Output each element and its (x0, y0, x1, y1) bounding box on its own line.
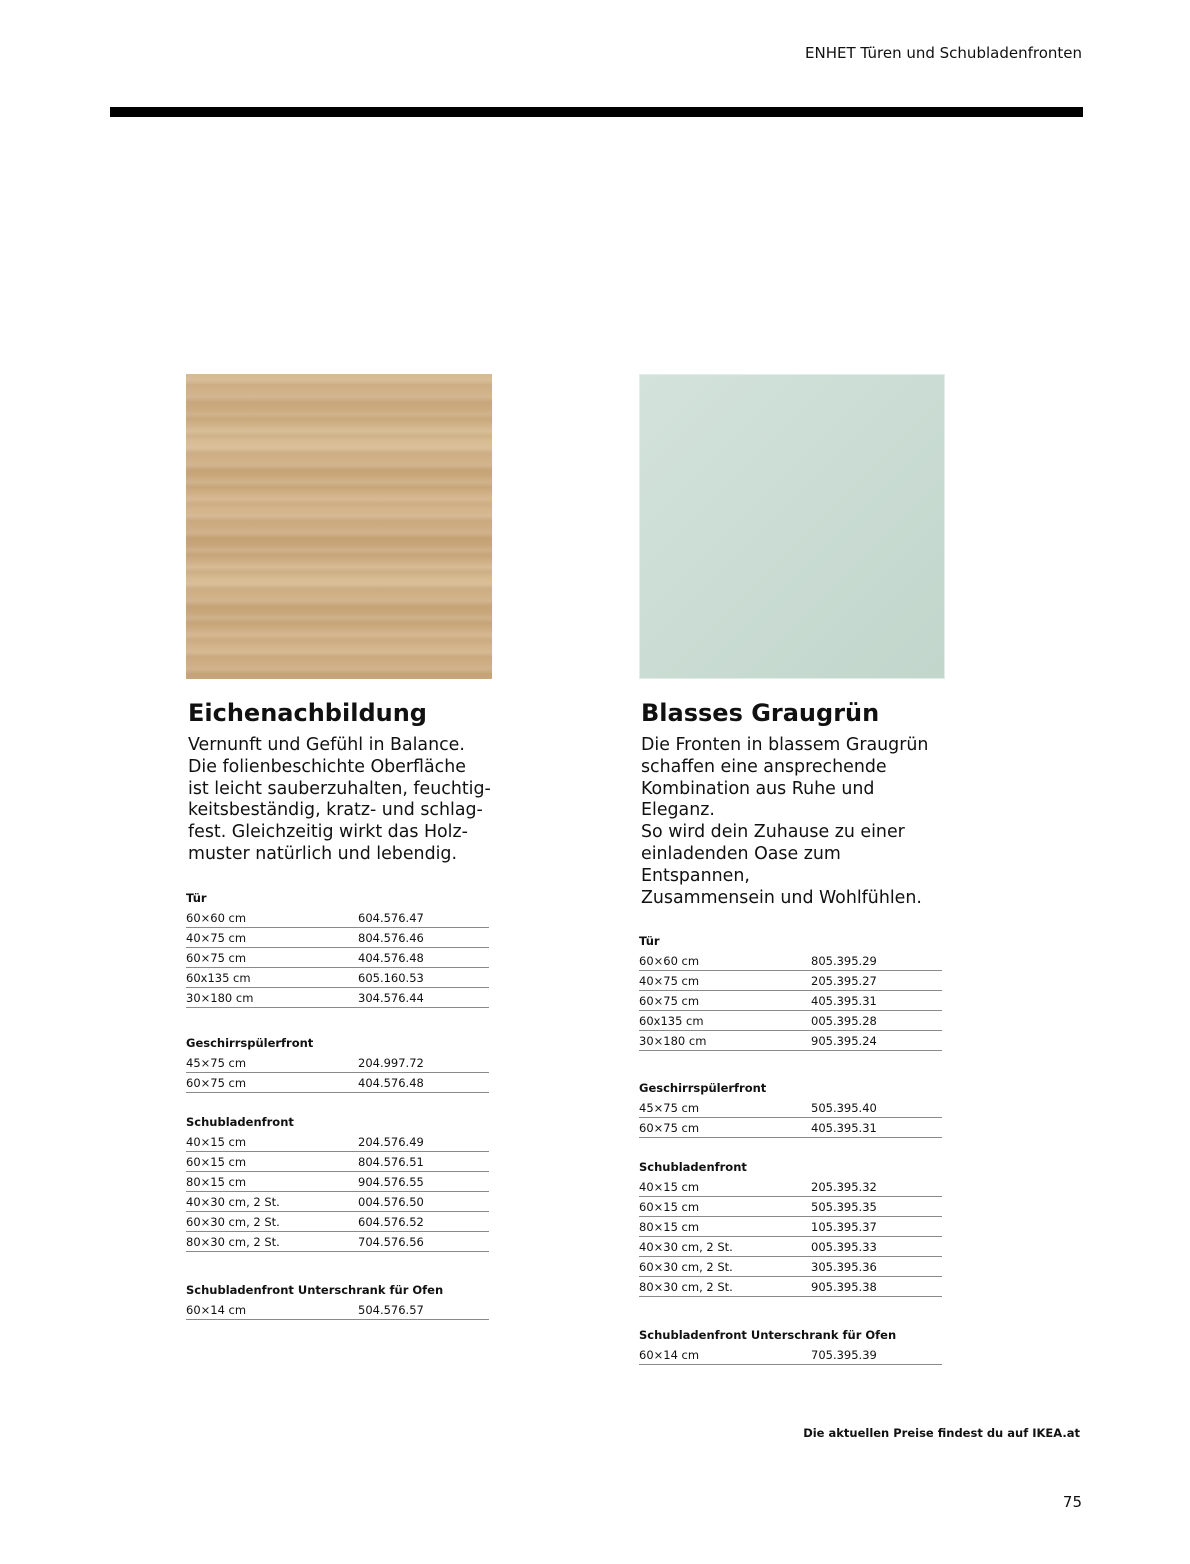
article-number-cell: 704.576.56 (358, 1234, 424, 1249)
product-column-graugruen (639, 374, 945, 1365)
table-row (639, 1345, 942, 1365)
table-row (639, 1177, 942, 1197)
table-row (639, 991, 942, 1011)
table-row (186, 1232, 489, 1252)
article-number-cell: 505.395.35 (811, 1200, 877, 1215)
table-row (639, 1217, 942, 1237)
article-number-cell: 305.395.36 (811, 1260, 877, 1275)
article-section (186, 888, 489, 1008)
article-number-cell: 904.576.55 (358, 1174, 424, 1189)
table-row (639, 971, 942, 991)
size-cell: 60x135 cm (639, 1014, 704, 1029)
article-number-cell: 004.576.50 (358, 1194, 424, 1209)
size-cell: 40×30 cm, 2 St. (639, 1240, 733, 1255)
table-row (639, 1011, 942, 1031)
article-number-cell: 505.395.40 (811, 1101, 877, 1116)
article-section (186, 1033, 489, 1093)
section-title: Geschirrspülerfront (186, 1035, 314, 1050)
size-cell: 45×75 cm (186, 1055, 247, 1070)
size-cell: 80×15 cm (639, 1220, 700, 1235)
table-row (639, 1098, 942, 1118)
article-number-cell: 804.576.46 (358, 930, 424, 945)
article-number-cell: 204.576.49 (358, 1134, 424, 1149)
size-cell: 80×30 cm, 2 St. (186, 1234, 280, 1249)
size-cell: 60×75 cm (186, 950, 247, 965)
table-row (186, 988, 489, 1008)
size-cell: 60x135 cm (186, 970, 251, 985)
table-row (186, 1152, 489, 1172)
size-cell: 60×15 cm (186, 1154, 247, 1169)
article-number-cell: 705.395.39 (811, 1348, 877, 1363)
article-number-cell: 604.576.47 (358, 910, 424, 925)
article-number-cell: 304.576.44 (358, 990, 424, 1005)
size-cell: 80×30 cm, 2 St. (639, 1280, 733, 1295)
product-column-oak (186, 374, 492, 1320)
size-cell: 60×30 cm, 2 St. (186, 1214, 280, 1229)
article-section (639, 1325, 942, 1365)
page-number: 75 (1062, 1493, 1082, 1511)
article-number-cell: 905.395.38 (811, 1280, 877, 1295)
page-header-title: ENHET Türen und Schubladenfronten (805, 44, 1082, 62)
section-title: Tür (186, 890, 207, 905)
section-title: Geschirrspülerfront (639, 1081, 767, 1096)
table-row (186, 1300, 489, 1320)
header-rule (110, 107, 1083, 117)
size-cell: 60×14 cm (186, 1302, 247, 1317)
size-cell: 40×75 cm (639, 974, 700, 989)
section-title: Schubladenfront (639, 1160, 747, 1175)
table-row (639, 1237, 942, 1257)
section-title: Schubladenfront (186, 1114, 294, 1129)
article-number-cell: 405.395.31 (811, 1121, 877, 1136)
article-number-cell: 205.395.32 (811, 1180, 877, 1195)
article-number-cell: 005.395.28 (811, 1014, 877, 1029)
size-cell: 60×60 cm (186, 910, 247, 925)
article-number-cell: 404.576.48 (358, 950, 424, 965)
article-number-cell: 404.576.48 (358, 1075, 424, 1090)
table-row (639, 1257, 942, 1277)
size-cell: 40×30 cm, 2 St. (186, 1194, 280, 1209)
table-row (186, 948, 489, 968)
article-number-cell: 804.576.51 (358, 1154, 424, 1169)
article-section (186, 1112, 489, 1252)
oak-swatch-image (186, 374, 492, 679)
article-section (639, 1078, 942, 1138)
product-title: Eichenachbildung (188, 699, 427, 727)
table-row (186, 1212, 489, 1232)
size-cell: 60×14 cm (639, 1348, 700, 1363)
size-cell: 40×15 cm (639, 1180, 700, 1195)
product-title: Blasses Graugrün (641, 699, 880, 727)
size-cell: 60×15 cm (639, 1200, 700, 1215)
article-section (639, 1157, 942, 1297)
table-row (186, 1172, 489, 1192)
size-cell: 40×75 cm (186, 930, 247, 945)
size-cell: 45×75 cm (639, 1101, 700, 1116)
table-row (639, 951, 942, 971)
article-number-cell: 405.395.31 (811, 994, 877, 1009)
graugruen-swatch-image (639, 374, 945, 679)
article-number-cell: 105.395.37 (811, 1220, 877, 1235)
table-row (639, 1197, 942, 1217)
size-cell: 60×75 cm (639, 1121, 700, 1136)
table-row (186, 908, 489, 928)
size-cell: 80×15 cm (186, 1174, 247, 1189)
table-row (639, 1277, 942, 1297)
table-row (186, 1192, 489, 1212)
size-cell: 60×75 cm (186, 1075, 247, 1090)
article-number-cell: 605.160.53 (358, 970, 424, 985)
table-row (186, 928, 489, 948)
section-title: Schubladenfront Unterschrank für Ofen (186, 1282, 444, 1297)
article-tables (639, 931, 945, 1365)
size-cell: 30×180 cm (186, 990, 254, 1005)
article-number-cell: 905.395.24 (811, 1034, 877, 1049)
article-number-cell: 805.395.29 (811, 954, 877, 969)
section-title: Tür (639, 934, 660, 949)
table-row (186, 1073, 489, 1093)
size-cell: 30×180 cm (639, 1034, 707, 1049)
article-number-cell: 205.395.27 (811, 974, 877, 989)
section-title: Schubladenfront Unterschrank für Ofen (639, 1328, 897, 1343)
article-number-cell: 604.576.52 (358, 1214, 424, 1229)
article-section (186, 1280, 489, 1320)
article-tables (186, 888, 492, 1320)
size-cell: 60×60 cm (639, 954, 700, 969)
table-row (639, 1118, 942, 1138)
article-number-cell: 504.576.57 (358, 1302, 424, 1317)
article-number-cell: 005.395.33 (811, 1240, 877, 1255)
size-cell: 40×15 cm (186, 1134, 247, 1149)
article-number-cell: 204.997.72 (358, 1055, 424, 1070)
table-row (186, 1132, 489, 1152)
table-row (639, 1031, 942, 1051)
table-row (186, 1053, 489, 1073)
table-row (186, 968, 489, 988)
product-description: Vernunft und Gefühl in Balance. Die folienbeschichte Oberfläche ist leicht sauberzuhalten, feuchtig- keitsbeständig, kratz- und schlag- fest. Gleichzeitig wirkt das Holz- muster natürlich und lebendig. (188, 735, 491, 864)
size-cell: 60×30 cm, 2 St. (639, 1260, 733, 1275)
article-section (639, 931, 942, 1051)
footer-price-note: Die aktuellen Preise findest du auf IKEA.at (803, 1426, 1080, 1440)
product-description: Die Fronten in blassem Graugrün schaffen eine ansprechende Kombination aus Ruhe und Eleganz. So wird dein Zuhause zu einer einladenden Oase zum Entspannen, Zusammensein und Wohlfühlen. (641, 735, 929, 908)
size-cell: 60×75 cm (639, 994, 700, 1009)
